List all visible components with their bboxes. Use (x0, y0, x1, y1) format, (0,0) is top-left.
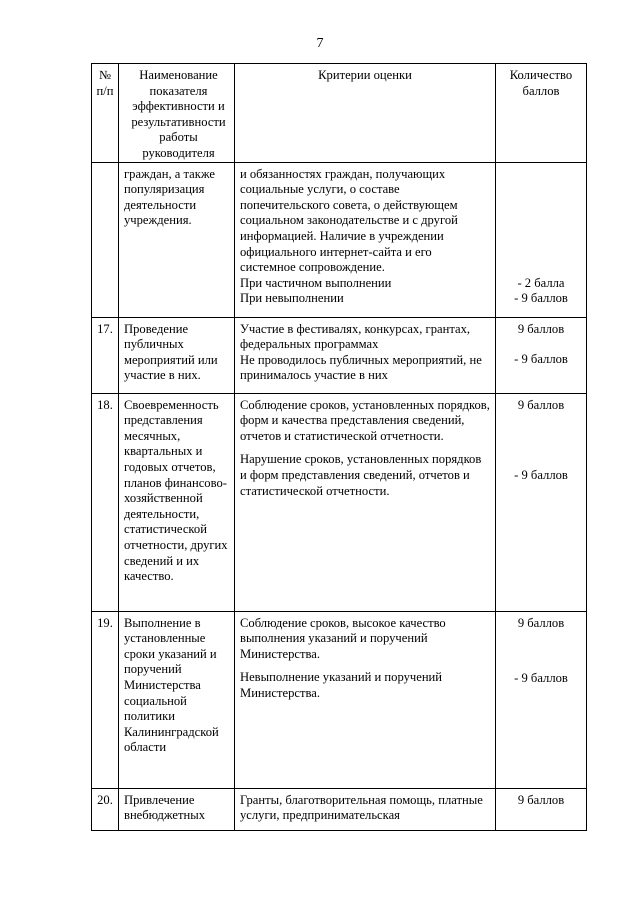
row-criteria (235, 162, 496, 317)
table-row (92, 788, 587, 830)
row-num: 18. (92, 393, 119, 611)
criteria-text: Нарушение сроков, установленных порядков и форм представления сведений, отчетов и статистической отчетности. (240, 452, 482, 498)
row-name: Привлечение внебюджетных (119, 788, 235, 830)
points-text: 9 баллов (517, 615, 565, 630)
row-num (92, 162, 119, 317)
row-name: Проведение публичных мероприятий или участие в них. (119, 317, 235, 393)
criteria-text: Участие в фестивалях, конкурсах, грантах, федеральных программах (240, 321, 471, 352)
header-criteria: Критерии оценки (235, 64, 496, 163)
criteria-text: Невыполнение указаний и поручений Министерства. (240, 670, 443, 700)
table-row (92, 317, 587, 393)
row-criteria (235, 611, 496, 788)
points-text: 9 баллов (517, 321, 565, 336)
points-text: - 9 баллов (514, 468, 568, 483)
points-text: 9 баллов (517, 397, 565, 412)
header-num: № п/п (92, 64, 119, 163)
table-header-row (92, 64, 587, 163)
row-name: Выполнение в установленные сроки указаний и поручений Министерства социальной политики Калининградской области (119, 611, 235, 788)
criteria-text: и обязанностях граждан, получающих социальные услуги, о составе попечительского совета, о действующем социальном законодательстве и с другой информацией. Наличие в учреждении официального интернет-сайта и его системное сопровождение. (240, 166, 458, 275)
row-points (496, 162, 587, 317)
header-points: Количество баллов (496, 64, 587, 163)
row-points (496, 611, 587, 788)
row-points (496, 393, 587, 611)
criteria-table (91, 63, 587, 831)
row-points (496, 788, 587, 830)
table-row (92, 611, 587, 788)
table-row (92, 393, 587, 611)
points-text: - 9 баллов (514, 671, 568, 686)
criteria-text: При невыполнении (240, 291, 344, 306)
row-points (496, 317, 587, 393)
points-text: - 2 балла (517, 275, 565, 290)
row-criteria (235, 788, 496, 830)
criteria-text: Гранты, благотворительная помощь, платные услуги, предпринимательская (240, 792, 483, 823)
row-name: граждан, а также популяризация деятельности учреждения. (119, 162, 235, 317)
points-text: - 9 баллов (514, 352, 568, 367)
row-criteria (235, 317, 496, 393)
header-name: Наименование показателя эффективности и результативности работы руководителя (119, 64, 235, 163)
points-text: - 9 баллов (514, 291, 568, 306)
criteria-text: При частичном выполнении (240, 275, 392, 290)
row-name: Своевременность представления месячных, квартальных и годовых отчетов, планов финансово-хозяйственной деятельности, статистической отчетности, других сведений и их качество. (119, 393, 235, 611)
row-num: 20. (92, 788, 119, 830)
criteria-text: Не проводилось публичных мероприятий, не принималось участие в них (240, 352, 482, 383)
row-num: 17. (92, 317, 119, 393)
table-row (92, 162, 587, 317)
points-text: 9 баллов (517, 792, 565, 807)
criteria-text: Соблюдение сроков, высокое качество выполнения указаний и поручений Министерства. (240, 615, 446, 661)
row-criteria (235, 393, 496, 611)
criteria-text: Соблюдение сроков, установленных порядков, форм и качества представления сведений, отчетов и статистической отчетности. (240, 397, 490, 443)
row-num: 19. (92, 611, 119, 788)
page-number: 7 (316, 36, 324, 51)
